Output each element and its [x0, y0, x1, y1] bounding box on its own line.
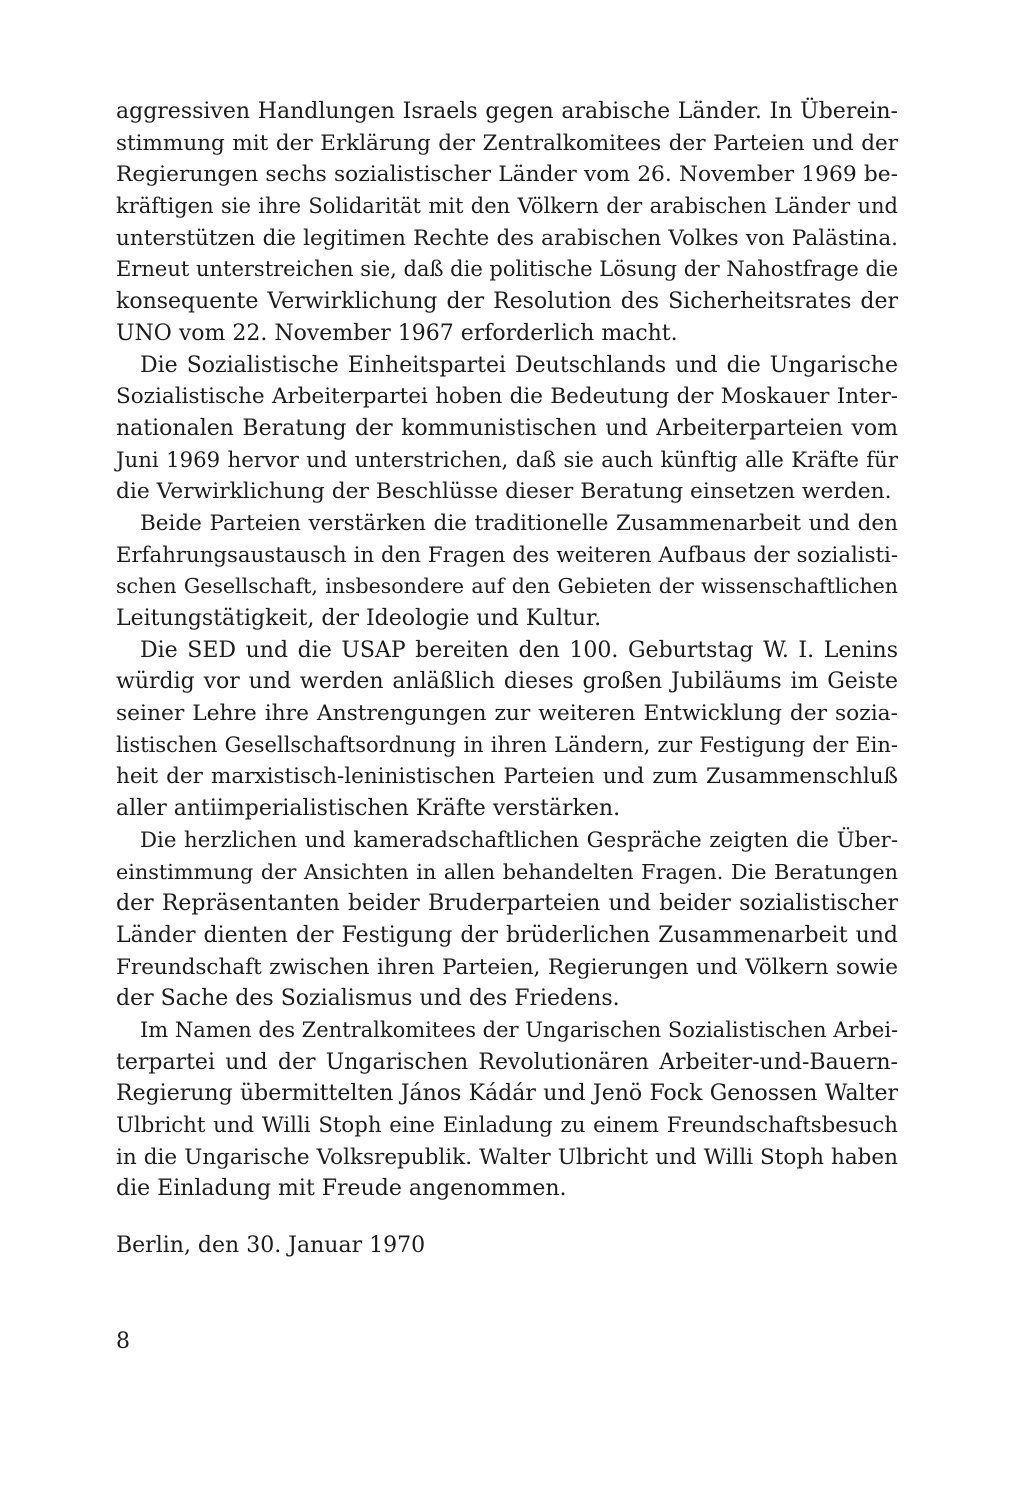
text-line: Die herzlichen und kameradschaftlichen Gespräche zeigten die Über-: [140, 827, 898, 853]
text-line: Ulbricht und Willi Stoph eine Einladung zu einem Freundschaftsbesuch: [116, 1113, 898, 1138]
paragraph: [116, 96, 898, 350]
text-line: Leitungstätigkeit, der Ideologie und Kultur.: [116, 606, 602, 631]
paragraph: [116, 350, 898, 508]
text-line: Regierung übermittelten János Kádár und Jenö Fock Genossen Walter: [116, 1081, 898, 1107]
text-line: die Einladung mit Freude angenommen.: [116, 1176, 567, 1202]
text-line: der Repräsentanten beider Bruderparteien und beider sozialistischer: [116, 891, 898, 917]
paragraph: [116, 1015, 898, 1205]
text-line: Beide Parteien verstärken die traditionelle Zusammenarbeit und den: [140, 510, 898, 536]
text-line: nationalen Beratung der kommunistischen und Arbeiterparteien vom: [116, 415, 898, 441]
text-line: Sozialistische Arbeiterpartei hoben die Bedeutung der Moskauer Inter-: [116, 384, 898, 410]
text-line: seiner Lehre ihre Anstrengungen zur weiteren Entwicklung der sozia-: [116, 701, 898, 727]
text-line: schen Gesellschaft, insbesondere auf den Gebieten der wissenschaftlichen: [116, 574, 898, 599]
paragraph: [116, 508, 898, 635]
text-line: stimmung mit der Erklärung der Zentralkomitees der Parteien und der: [116, 130, 898, 156]
text-line: Freundschaft zwischen ihren Parteien, Regierungen und Völkern sowie: [116, 954, 898, 980]
text-line: Juni 1969 hervor und unterstrichen, daß sie auch künftig alle Kräfte für: [116, 447, 898, 473]
text-line: Länder dienten der Festigung der brüderlichen Zusammenarbeit und: [116, 922, 898, 948]
text-line: die Verwirklichung der Beschlüsse dieser Beratung einsetzen werden.: [116, 479, 892, 505]
text-line: terpartei und der Ungarischen Revolutionären Arbeiter-und-Bauern-: [116, 1049, 898, 1075]
text-line: unterstützen die legitimen Rechte des arabischen Volkes von Palästina.: [116, 225, 898, 251]
text-line: einstimmung der Ansichten in allen behandelten Fragen. Die Beratungen: [116, 859, 898, 884]
date-line: Berlin, den 30. Januar 1970: [116, 1233, 426, 1258]
text-line: Im Namen des Zentralkomitees der Ungarischen Sozialistischen Arbei-: [140, 1017, 899, 1042]
text-line: Erfahrungsaustausch in den Fragen des weiteren Aufbaus der sozialisti-: [116, 542, 898, 568]
page-number: 8: [116, 1329, 130, 1354]
paragraph: [116, 635, 898, 825]
document-body: [116, 96, 898, 1205]
paragraph: [116, 825, 898, 1015]
text-line: listischen Gesellschaftsordnung in ihren Ländern, zur Festigung der Ein-: [116, 732, 898, 757]
text-line: konsequente Verwirklichung der Resolution des Sicherheitsrates der: [116, 289, 898, 315]
text-line: Erneut unterstreichen sie, daß die politische Lösung der Nahostfrage die: [116, 257, 899, 282]
text-line: in die Ungarische Volksrepublik. Walter Ulbricht und Willi Stoph haben: [116, 1144, 898, 1170]
text-line: heit der marxistisch-leninistischen Parteien und zum Zusammenschluß: [116, 764, 898, 790]
text-line: der Sache des Sozialismus und des Friedens.: [116, 986, 620, 1012]
text-line: Die Sozialistische Einheitspartei Deutschlands und die Ungarische: [140, 352, 898, 378]
text-line: Die SED und die USAP bereiten den 100. Geburtstag W. I. Lenins: [140, 637, 898, 663]
text-line: Regierungen sechs sozialistischer Länder vom 26. November 1969 be-: [116, 162, 898, 188]
text-line: kräftigen sie ihre Solidarität mit den Völkern der arabischen Länder und: [116, 194, 898, 219]
text-line: UNO vom 22. November 1967 erforderlich macht.: [116, 320, 678, 346]
text-line: würdig vor und werden anläßlich dieses großen Jubiläums im Geiste: [116, 669, 898, 695]
text-line: aggressiven Handlungen Israels gegen arabische Länder. In Überein-: [116, 99, 898, 124]
text-line: aller antiimperialistischen Kräfte verstärken.: [116, 796, 621, 822]
